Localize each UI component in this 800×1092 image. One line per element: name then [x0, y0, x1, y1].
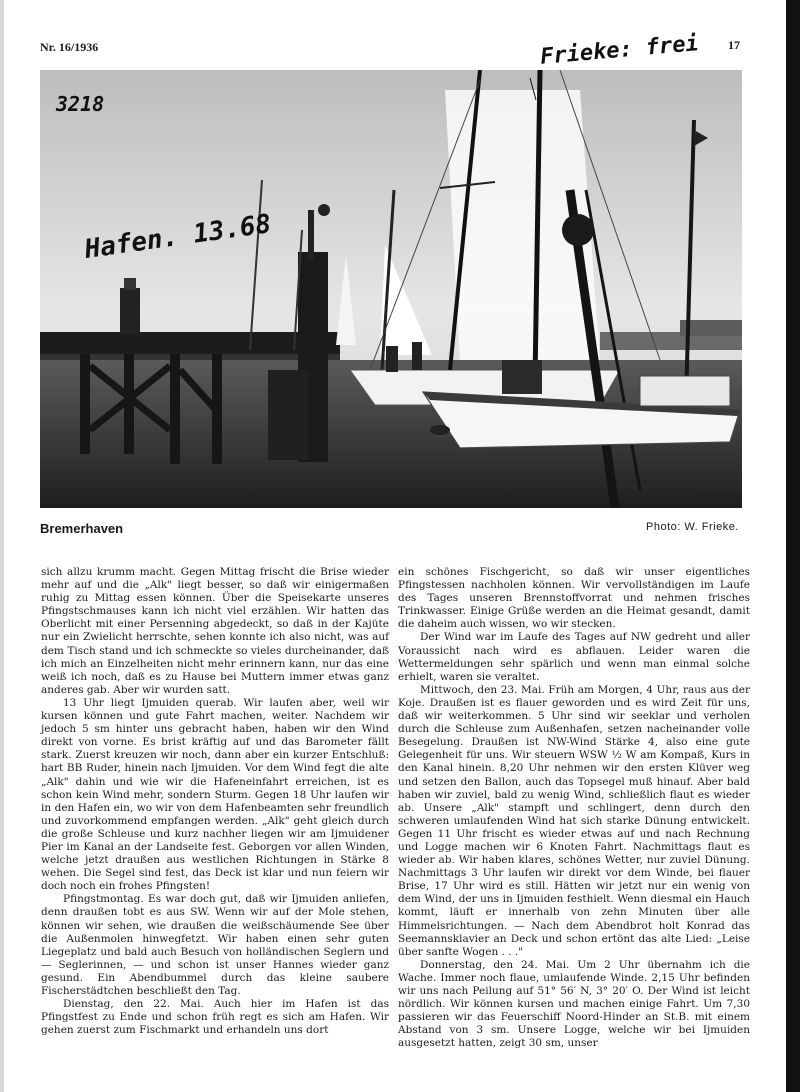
article-column-left	[41, 566, 389, 1037]
scan-edge-right	[786, 0, 800, 1092]
paragraph: Der Wind war im Laufe des Tages auf NW gedreht und aller Voraussicht nach wird es abflauen. Leider waren die Wettermeldungen sehr spärlich und wenn man einmal solche erhielt, waren sie veraltet.	[398, 631, 750, 683]
handwritten-photo-note: Hafen. 13.68	[82, 209, 274, 265]
paragraph: sich allzu krumm macht. Gegen Mittag frischt die Brise wieder mehr auf und die „Alk" liegt besser, so daß wir einigermaßen ruhig zu Mittag essen können. Über die Speisekarte unseres Pfingstschmauses kann ich nicht viel erzählen. Wir hatten das Oberlicht mit einer Persenning abgedeckt, so daß in der Kajüte nur ein Zwielicht herrschte, sehen konnte ich also nicht, was auf dem Tisch stand und ich schmeckte so vieles durcheinander, daß ich mich an Einzelheiten nicht mehr erinnern kann, nur das eine weiß ich noch, daß es zu Hause bei Muttern immer etwas ganz anderes gab. Aber wir wurden satt.	[41, 566, 389, 696]
paragraph: Pfingstmontag. Es war doch gut, daß wir Ijmuiden anliefen, denn draußen tobt es aus SW. Wenn wir auf der Mole stehen, können wir sehen, wie draußen die weißschäumende See über die Außenmolen hinwegfetzt. Wir haben einen sehr guten Liegeplatz und bald auch Besuch von holländischen Seglern und — Seglerinnen, — und schon ist unser Hannes wieder ganz gesund. Ein Abendbummel durch das kleine saubere Fischerstädtchen beschließt den Tag.	[41, 893, 389, 997]
paragraph: Dienstag, den 22. Mai. Auch hier im Hafen ist das Pfingstfest zu Ende und schon früh regt es sich am Hafen. Wir gehen zuerst zum Fischmarkt und erhandeln uns dort	[41, 998, 389, 1037]
paragraph: 13 Uhr liegt Ijmuiden querab. Wir laufen aber, weil wir kursen können und gute Fahrt machen, weiter. Nachdem wir jedoch 5 sm hinter uns gebracht haben, haben wir den Wind direkt von vorne. Es brist kräftig auf und das Barometer fällt stark. Zuerst kreuzen wir noch, dann aber ein kurzer Entschluß: hart BB Ruder, hinein nach Ijmuiden. Vor dem Wind fegt die alte „Alk" dahin und wie wir die Hafeneinfahrt erreichen, ist es schon kein Wind mehr, sondern Sturm. Gegen 18 Uhr laufen wir in den Hafen ein, wo wir von dem Hafenbeamten sehr freundlich und zuvorkommend empfangen werden. „Alk" geht gleich durch die große Schleuse und kurz nachher liegen wir am Ijmuidener Pier im Kanal an der Landseite fest. Geborgen vor allen Winden, welche jetzt draußen aus westlichen Richtungen in Stärke 8 wehen. Die Segel sind fest, das Deck ist klar und nun feiern wir doch noch ein frohes Pfingsten!	[41, 696, 389, 893]
page-number: 17	[728, 38, 740, 52]
paragraph: Mittwoch, den 23. Mai. Früh am Morgen, 4 Uhr, raus aus der Koje. Draußen ist es flauer geworden und es wird Zeit für uns, daß wir weiterkommen. 5 Uhr sind wir seeklar und verholen durch die Schleuse zum Außenhafen, setzen nacheinander volle Besegelung. Draußen ist NW-Wind Stärke 4, also eine gute Gelegenheit für uns. Wir steuern WSW ½ W am Kompaß, Kurs in den Kanal hinein. 8,20 Uhr nehmen wir den ersten Klüver weg und setzen den Ballon, auch das Topsegel muß hinauf. Aber bald haben wir zuviel, bald zu wenig Wind, schließlich flaut es wieder ab. Unsere „Alk" stampft und schlingert, denn durch den schweren umlaufenden Wind hat sich starke Dünung entwickelt. Gegen 11 Uhr frischt es wieder etwas auf und nach Rechnung und Logge machen wir 6 Knoten Fahrt. Nachmittags flaut es wieder ab. Wir haben klares, schönes Wetter, nur zuviel Dünung. Nachmittags 3 Uhr laufen wir direkt vor dem Winde, bei flauer Brise, 17 Uhr wird es still. Hätten wir jetzt nur ein wenig von dem Wind, der uns in Ijmuiden festhielt. Wenn diesmal ein Hauch kommt, läuft er innerhalb von zehn Minuten über alle Himmelsrichtungen. — Nach dem Abendbrot holt Konrad das Seemannsklavier an Deck und schon ertönt das alte Lied: „Leise über sanfte Wogen . . ."	[398, 683, 750, 958]
paragraph: Donnerstag, den 24. Mai. Um 2 Uhr übernahm ich die Wache. Immer noch flaue, umlaufende Winde. 2,15 Uhr befinden wir uns nach Peilung auf 51° 56′ N, 3° 20′ O. Der Wind ist leicht nördlich. Wir können kursen und machen einige Fahrt. Um 7,30 passieren wir das Feuerschiff Noord-Hinder an St.B. mit einem Abstand von 3 sm. Unsere Logge, welche wir bei Ijmuiden ausgesetzt hatten, zeigt 30 sm, unser	[398, 958, 750, 1050]
photo-credit: Photo: W. Frieke.	[646, 521, 739, 533]
paragraph: ein schönes Fischgericht, so daß wir unser eigentliches Pfingstessen nachholen können. Wir vervollständigen im Laufe des Tages unseren Brennstoffvorrat und nehmen frisches Trinkwasser. Einige Grüße werden an die Heimat gesandt, damit die daheim auch wissen, wo wir stecken.	[398, 566, 750, 631]
issue-number: Nr. 16/1936	[40, 40, 99, 54]
scan-edge-left	[0, 0, 4, 1092]
photo-caption: Bremerhaven	[40, 521, 124, 536]
handwritten-note-top: Frieke: frei	[539, 31, 700, 70]
article-column-right	[398, 566, 750, 1050]
harbor-photo-image	[40, 70, 742, 508]
harbor-photo	[40, 70, 742, 508]
handwritten-archive-number: 3218	[56, 92, 105, 116]
